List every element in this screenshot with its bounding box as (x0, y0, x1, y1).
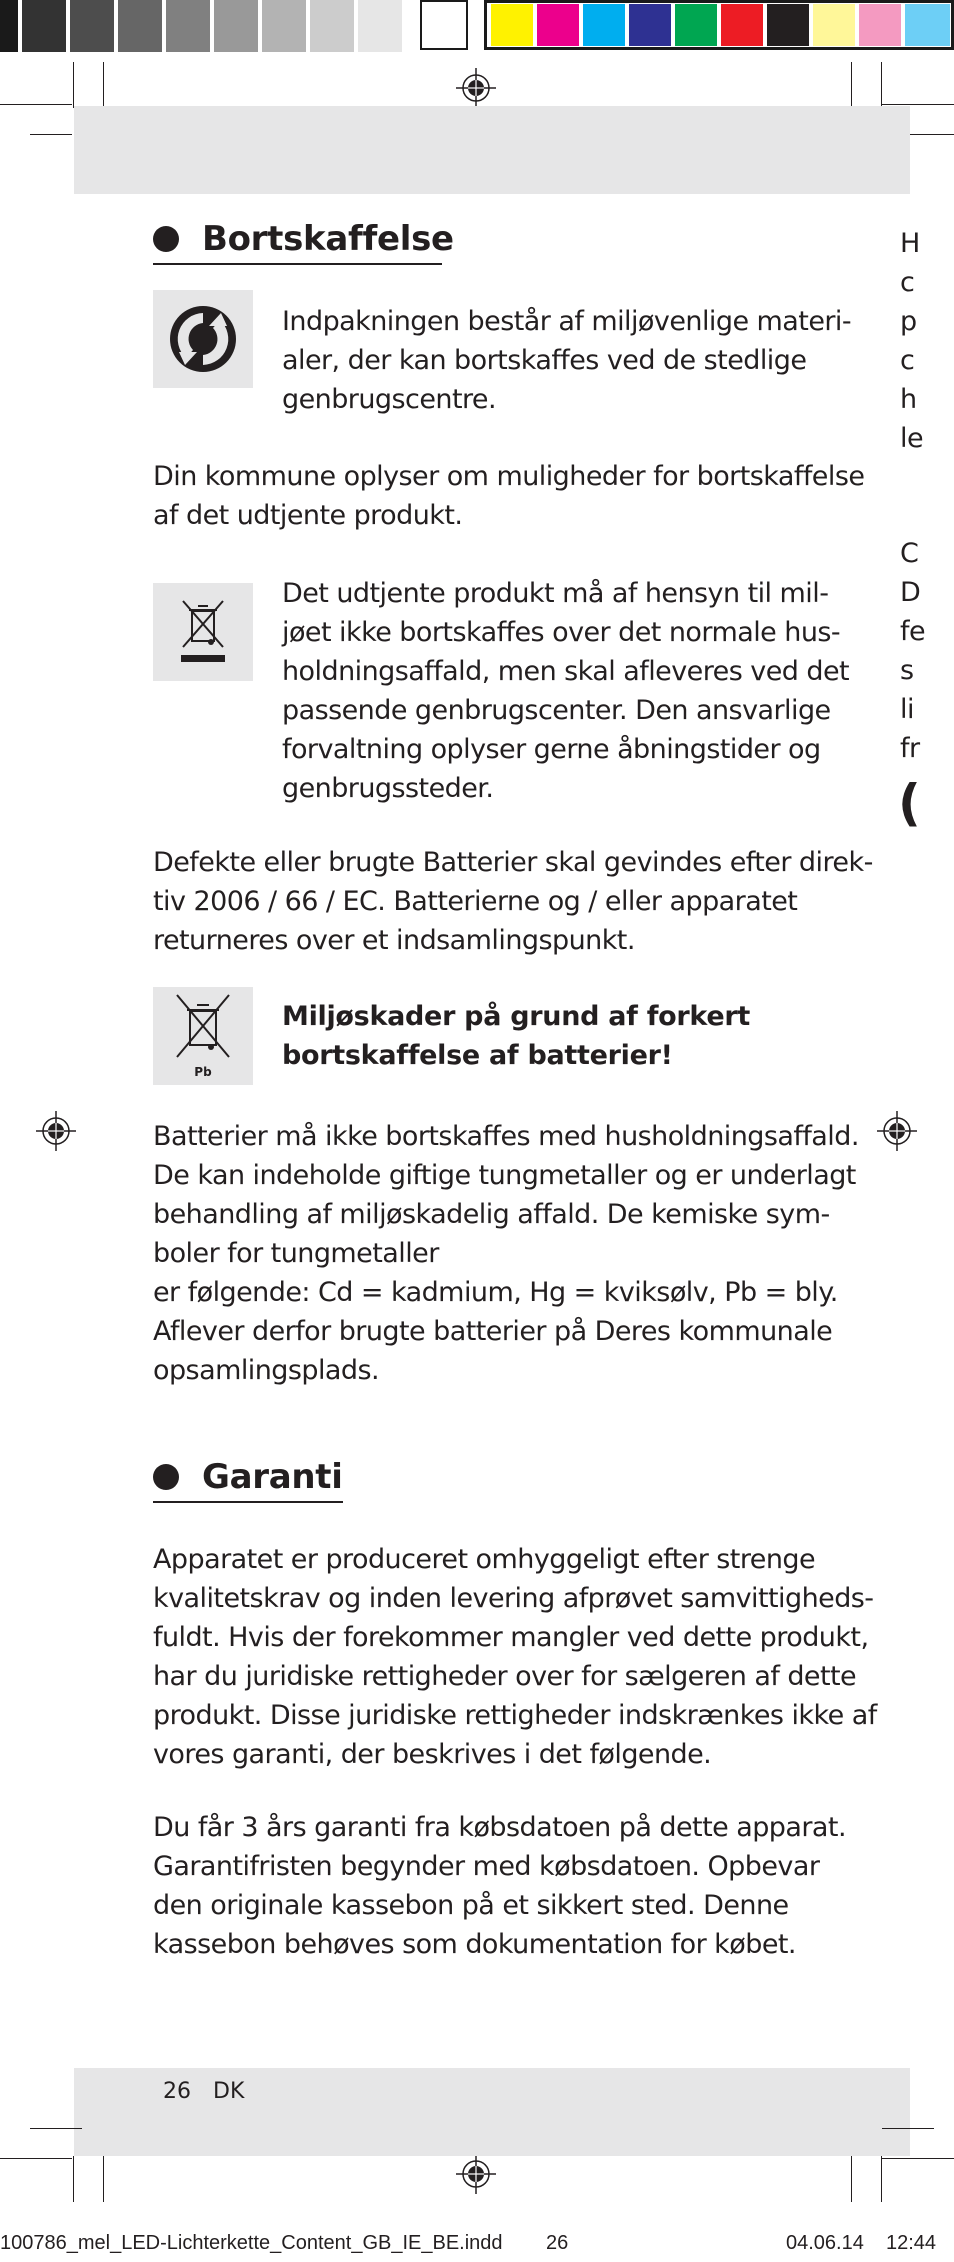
swatch-gray-9 (358, 0, 402, 52)
header-band (74, 106, 910, 194)
swatch-light-cyan (905, 4, 950, 46)
crop-mark (881, 2156, 882, 2202)
registration-mark-icon (36, 1111, 76, 1151)
swatch-magenta (537, 4, 579, 46)
swatch-blue (629, 4, 671, 46)
battery-icon-box (153, 987, 253, 1085)
crop-mark (0, 2158, 72, 2159)
battery-disposal-text: Batterier må ikke bortskaffes med husholdningsaffald. De kan indeholde giftige tungmetaller og er underlagt behandling af miljøskadelig affald. De kemiske sym- boler for tungmetaller er følgende: Cd = kadmium, Hg = kviksølv, Pb = bly. Aflever derfor brugte batterier på Deres kommunale opsamlingsplads. (153, 1121, 859, 1386)
swatch-gray-5 (166, 0, 210, 52)
green-dot-recycling-icon (153, 290, 253, 388)
slug-date: 04.06.14 (786, 2232, 864, 2254)
crop-mark (882, 2158, 954, 2159)
crop-mark (882, 104, 954, 105)
warranty-paragraph-1: Apparatet er produceret omhyggeligt efter strenge kvalitetskrav og inden levering afprøvet samvittigheds- fuldt. Hvis der forekommer mangler ved dette produkt, har du juridiske rettigheder over for sælgeren af dette produkt. Disse juridiske rettigheder indskrænkes ikke af vores garanti, der beskrives i det følgende. (153, 1544, 877, 1770)
slug-filename: 100786_mel_LED-Lichterkette_Content_GB_IE_BE.indd (0, 2232, 503, 2254)
crop-mark (851, 62, 852, 108)
slug-time: 12:44 (886, 2232, 937, 2254)
language-code: DK (213, 2079, 245, 2104)
crop-mark (73, 62, 74, 108)
registration-mark-icon (877, 1111, 917, 1151)
crop-mark (881, 62, 882, 108)
swatch-red (721, 4, 763, 46)
swatch-green (675, 4, 717, 46)
slug-page: 26 (546, 2232, 569, 2254)
crop-mark (103, 2156, 104, 2202)
swatch-gray-4 (118, 0, 162, 52)
crop-mark (73, 2156, 74, 2202)
heading-underline (153, 1501, 343, 1503)
swatch-black (767, 4, 809, 46)
crop-mark (30, 134, 72, 135)
bullet-icon (153, 226, 179, 252)
swatch-gray-7 (262, 0, 306, 52)
adjacent-page-text-fragment: H c p c h le (900, 228, 924, 454)
crossed-bin-icon (153, 583, 253, 681)
crop-mark (882, 2128, 934, 2129)
warranty-paragraph-2: Du får 3 års garanti fra købsdatoen på dette apparat. Garantifristen begynder med købsdatoen. Opbevar den originale kassebon på et sikkert sted. Denne kassebon behøves som dokumentation for købet. (153, 1812, 846, 1960)
swatch-gray-2 (22, 0, 66, 52)
recycling-icon-box (153, 290, 253, 388)
adjacent-page-text-fragment: C D fe s li fr (900, 538, 926, 764)
bullet-icon (153, 1464, 179, 1490)
swatch-gray-1 (0, 0, 18, 52)
swatch-cyan (583, 4, 625, 46)
swatch-white (420, 0, 468, 50)
swatch-gray-6 (214, 0, 258, 52)
crop-mark (0, 104, 72, 105)
registration-mark-icon (456, 2154, 496, 2194)
adjacent-page-heading-fragment: ( (898, 774, 921, 832)
page-number: 26 (163, 2079, 191, 2104)
municipality-text: Din kommune oplyser om muligheder for bortskaffelse af det udtjente produkt. (153, 461, 865, 531)
heading-underline (153, 263, 442, 265)
battery-warning-title: Miljøskader på grund af forkert bortskaffelse af batterier! (282, 1001, 750, 1071)
disposal-heading: Bortskaffelse (202, 219, 454, 259)
product-disposal-text: Det udtjente produkt må af hensyn til mil- jøet ikke bortskaffes over det normale hus- holdningsaffald, men skal afleveres ved det passende genbrugscenter. Den ansvarlige forvaltning oplyser gerne åbningstider og genbrugssteder. (282, 578, 850, 804)
battery-icon-label: Pb (194, 1065, 212, 1079)
swatch-light-yellow (813, 4, 855, 46)
crop-mark (30, 2128, 82, 2129)
swatch-gray-3 (70, 0, 114, 52)
crop-mark (851, 2156, 852, 2202)
warranty-heading: Garanti (202, 1457, 343, 1497)
battery-directive-text: Defekte eller brugte Batterier skal gevindes efter direk- tiv 2006 / 66 / EC. Batterierne og / eller apparatet returneres over et indsamlingspunkt. (153, 847, 873, 956)
section-heading-warranty (153, 1457, 343, 1497)
weee-icon-box (153, 583, 253, 681)
registration-mark-icon (456, 68, 496, 108)
crop-mark (103, 62, 104, 108)
swatch-yellow (491, 4, 533, 46)
packaging-text: Indpakningen består af miljøvenlige materi- aler, der kan bortskaffes ved de stedlige genbrugscentre. (282, 306, 852, 415)
swatch-gray-8 (310, 0, 354, 52)
section-heading-disposal (153, 219, 454, 259)
footer-band (74, 2068, 910, 2156)
swatch-light-magenta (859, 4, 901, 46)
